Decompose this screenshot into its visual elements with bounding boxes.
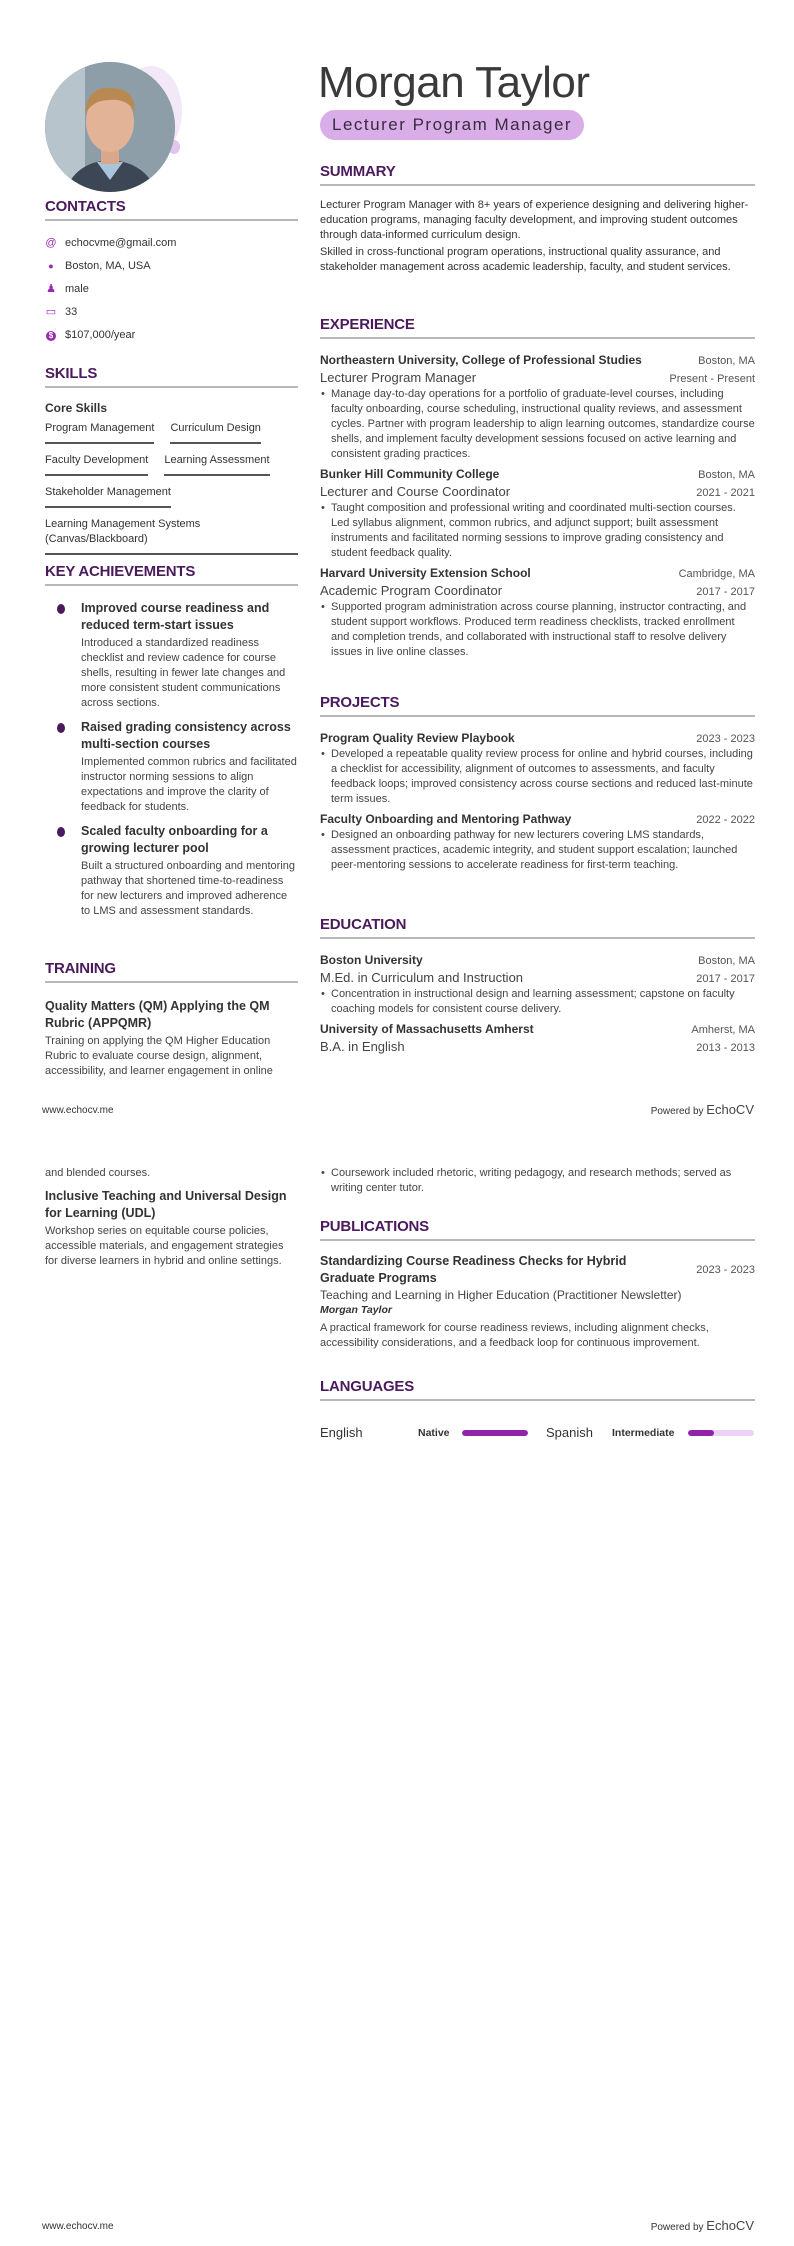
summary-heading: SUMMARY: [320, 163, 396, 180]
achievement-item: [45, 600, 298, 711]
degree: M.Ed. in Curriculum and Instruction: [320, 970, 524, 985]
language-proficiency-bar: [688, 1430, 754, 1436]
project-item: [320, 729, 755, 807]
education-heading: EDUCATION: [320, 916, 407, 933]
contacts-section: [45, 198, 298, 346]
skill-item: Learning Management Systems (Canvas/Blackboard): [45, 514, 298, 555]
experience-heading: EXPERIENCE: [320, 316, 415, 333]
bullet-dot-icon: [57, 723, 65, 733]
role: Lecturer and Course Coordinator: [320, 484, 511, 499]
location: Boston, MA: [698, 469, 755, 481]
education-section: [320, 916, 755, 1056]
achievement-desc: Introduced a standardized readiness checklist and review cadence for course shells, resulting in fewer late changes and more consistent student communications across sections.: [81, 637, 286, 709]
skills-group-title: Core Skills: [45, 401, 108, 415]
location-pin-icon: ●: [48, 260, 54, 271]
divider: [45, 219, 298, 221]
dates: 2023 - 2023: [696, 733, 755, 745]
contacts-heading: CONTACTS: [45, 198, 126, 215]
language-level: Intermediate: [612, 1426, 675, 1439]
experience-item: [320, 564, 755, 660]
dates: 2013 - 2013: [696, 1042, 755, 1054]
employer: Bunker Hill Community College: [320, 467, 500, 481]
experience-section: [320, 316, 755, 660]
skill-item: Faculty Development: [45, 450, 148, 476]
project-item: [320, 810, 755, 873]
powered-label: Powered by: [650, 2222, 704, 2233]
contact-text[interactable]: echocvme@gmail.com: [65, 236, 177, 249]
languages-section: [320, 1378, 755, 1440]
publication-item: [320, 1253, 755, 1351]
divider: [45, 584, 298, 586]
footer-site-link[interactable]: www.echocv.me: [42, 1105, 114, 1116]
publications-heading: PUBLICATIONS: [320, 1218, 429, 1235]
publication-author: Morgan Taylor: [320, 1304, 392, 1316]
training-item: [45, 1188, 298, 1269]
achievement-desc: Implemented common rubrics and facilitated instructor norming sessions to align expectations and improve the clarity of feedback for students.: [81, 756, 297, 813]
dates: Present - Present: [669, 373, 755, 385]
dates: 2017 - 2017: [696, 973, 755, 985]
contact-location: [45, 254, 298, 277]
footer-site-link[interactable]: www.echocv.me: [42, 2221, 114, 2232]
skill-item: Curriculum Design: [170, 418, 260, 444]
location: Boston, MA: [698, 355, 755, 367]
skill-item: Stakeholder Management: [45, 482, 171, 508]
bullet: • Designed an onboarding pathway for new lecturers covering LMS standards, assessment practices, academic integrity, and student support escalation; launched peer-mentoring sessions to accelerate readiness for first-term teaching.: [320, 828, 755, 873]
bullet: • Taught composition and professional writing and coordinated multi-section courses. Led syllabus alignment, common rubrics, and adjunct support; built assessment instruments and facilitated norming sessions to improve grading consistency and student feedback quality.: [320, 501, 755, 561]
dates: 2017 - 2017: [696, 586, 755, 598]
employer: Northeastern University, College of Professional Studies: [320, 353, 642, 367]
training-title: Inclusive Teaching and Universal Design for Learning (UDL): [45, 1189, 287, 1220]
training-title: Quality Matters (QM) Applying the QM Rubric (APPQMR): [45, 999, 270, 1030]
education-item: [320, 1020, 755, 1056]
training-desc-continued: and blended courses.: [45, 1167, 151, 1179]
footer-powered-by[interactable]: [651, 1102, 754, 1117]
summary-section: [320, 163, 755, 275]
brand-name: EchoCV: [706, 1102, 754, 1117]
education-bullets-continued: [320, 1166, 755, 1196]
language-name: English: [320, 1425, 363, 1440]
divider: [45, 386, 298, 388]
divider: [320, 184, 755, 186]
training-section: [45, 960, 298, 1079]
achievement-item: [45, 823, 298, 919]
education-item: [320, 951, 755, 1017]
projects-heading: PROJECTS: [320, 694, 400, 711]
project-name: Faculty Onboarding and Mentoring Pathway: [320, 812, 572, 826]
degree: B.A. in English: [320, 1039, 405, 1054]
role: Lecturer Program Manager: [320, 370, 477, 385]
publication-venue: Teaching and Learning in Higher Education (Practitioner Newsletter): [320, 1288, 682, 1302]
achievement-title: Scaled faculty onboarding for a growing lecturer pool: [81, 824, 268, 855]
training-heading: TRAINING: [45, 960, 116, 977]
contact-salary: [45, 323, 298, 346]
dates: 2023 - 2023: [696, 1264, 755, 1276]
training-desc: Workshop series on equitable course policies, accessible materials, and engagement strategies for diverse learners in hybrid and online settings.: [45, 1225, 284, 1267]
school: University of Massachusetts Amherst: [320, 1022, 534, 1036]
school: Boston University: [320, 953, 423, 967]
calendar-icon: ▭: [45, 306, 57, 318]
employer: Harvard University Extension School: [320, 566, 531, 580]
candidate-name: Morgan Taylor: [318, 58, 590, 107]
language-level: Native: [418, 1426, 450, 1439]
skills-section: [45, 365, 298, 561]
bullet: • Coursework included rhetoric, writing pedagogy, and research methods; served as writing center tutor.: [320, 1166, 755, 1196]
skills-heading: SKILLS: [45, 365, 98, 382]
publication-title: Standardizing Course Readiness Checks for Hybrid Graduate Programs: [320, 1254, 627, 1285]
brand-name: EchoCV: [706, 2218, 754, 2233]
training-desc: Training on applying the QM Higher Education Rubric to evaluate course design, alignment, accessibility, and learner engagement in online: [45, 1035, 273, 1077]
skill-item: Program Management: [45, 418, 154, 444]
contact-text: $107,000/year: [65, 328, 136, 341]
project-name: Program Quality Review Playbook: [320, 731, 515, 745]
language-proficiency-bar: [462, 1430, 528, 1436]
achievement-desc: Built a structured onboarding and mentoring pathway that shortened time-to-readiness for new lecturers and improved adherence to LMS and assessment standards.: [81, 860, 296, 917]
contact-email: [45, 231, 298, 254]
publications-section: [320, 1218, 755, 1351]
skill-item: Learning Assessment: [164, 450, 269, 476]
role: Academic Program Coordinator: [320, 583, 503, 598]
person-icon: ♟: [46, 283, 56, 295]
achievement-item: [45, 719, 298, 815]
achievement-title: Improved course readiness and reduced term-start issues: [81, 601, 270, 632]
contact-gender: [45, 277, 298, 300]
bullet: • Concentration in instructional design and learning assessment; capstone on faculty coaching models for consistent course delivery.: [320, 987, 755, 1017]
divider: [320, 937, 755, 939]
achievements-section: [45, 563, 298, 927]
at-icon: @: [45, 236, 57, 249]
contact-text: 33: [65, 305, 78, 318]
contact-age: [45, 300, 298, 323]
divider: [320, 715, 755, 717]
experience-item: [320, 351, 755, 462]
achievement-title: Raised grading consistency across multi-section courses: [81, 720, 291, 751]
dates: 2022 - 2022: [696, 814, 755, 826]
language-name: Spanish: [546, 1425, 593, 1440]
location: Boston, MA: [698, 955, 755, 967]
location: Cambridge, MA: [678, 568, 755, 580]
contact-text: Boston, MA, USA: [65, 259, 151, 272]
contact-text: male: [65, 282, 89, 295]
bullet-dot-icon: [57, 604, 65, 614]
bullet: • Supported program administration across course planning, instructor contracting, and student support workflows. Produced term readiness checklists, tracked enrollment and completion trends, and collaborated with instructional staff to resolve delivery issues in live online classes.: [320, 600, 755, 660]
divider: [45, 981, 298, 983]
footer-powered-by[interactable]: [651, 2218, 754, 2233]
location: Amherst, MA: [691, 1024, 755, 1036]
languages-heading: LANGUAGES: [320, 1378, 415, 1395]
divider: [320, 337, 755, 339]
job-title-pill: Lecturer Program Manager: [320, 110, 584, 140]
powered-label: Powered by: [650, 1106, 704, 1117]
summary-text: Lecturer Program Manager with 8+ years of experience designing and delivering higher-education programs, managing faculty development, and improving student outcomes through data-informed curriculum design.: [320, 199, 749, 241]
dollar-icon: $: [45, 329, 57, 341]
projects-section: [320, 694, 755, 873]
summary-text: Skilled in cross-functional program operations, instructional quality assurance, and stakeholder management across academic leadership, faculty, and student services.: [320, 246, 731, 273]
bullet: • Manage day-to-day operations for a portfolio of graduate-level courses, including faculty onboarding, course scheduling, instructional quality reviews, and assessment cycles. Partner with program leadership to align learning outcomes, standardize course shells, and implement faculty development sessions focused on active learning and consistent grading practices.: [320, 387, 755, 462]
bullet: • Developed a repeatable quality review process for online and hybrid courses, including a checklist for accessibility, alignment of outcomes to assessments, and faculty feedback loops; improved consistency across course sections and reduced last-minute term issues.: [320, 747, 755, 807]
profile-photo: [45, 62, 175, 192]
bullet-dot-icon: [57, 827, 65, 837]
achievements-heading: KEY ACHIEVEMENTS: [45, 563, 196, 580]
dates: 2021 - 2021: [696, 487, 755, 499]
publication-desc: A practical framework for course readiness reviews, including alignment checks, accessibility considerations, and a feedback loop for continuous improvement.: [320, 1322, 709, 1349]
experience-item: [320, 465, 755, 561]
divider: [320, 1399, 755, 1401]
divider: [320, 1239, 755, 1241]
